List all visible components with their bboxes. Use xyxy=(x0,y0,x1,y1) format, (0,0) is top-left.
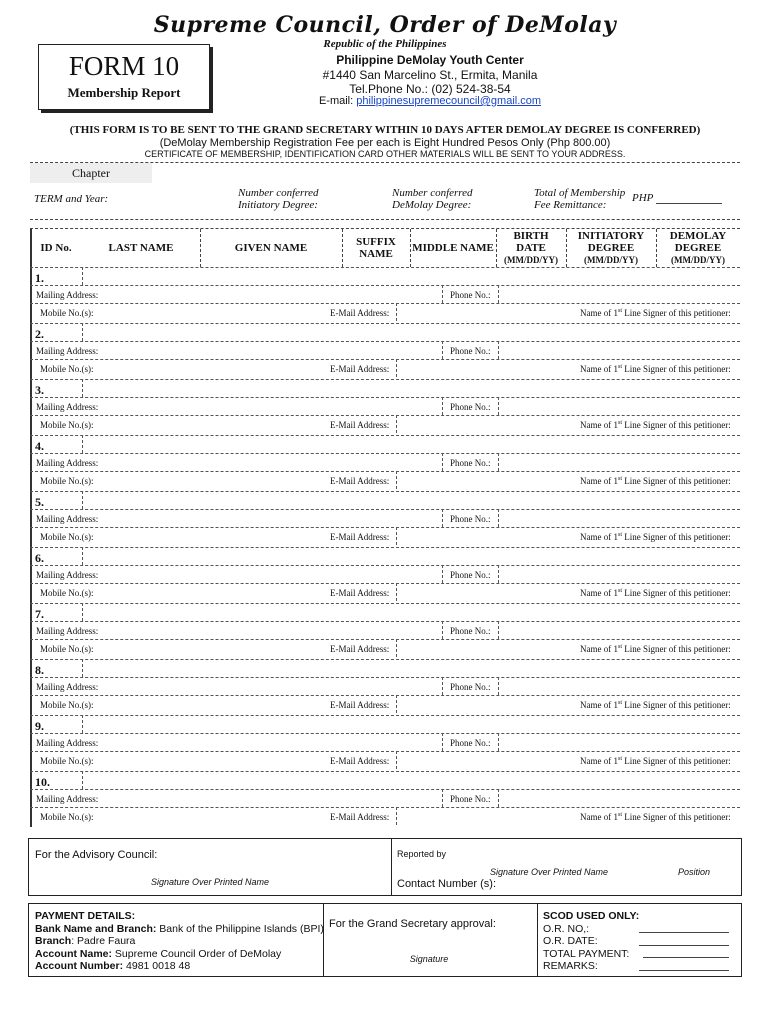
currency-label: PHP xyxy=(632,192,654,204)
payment-divider-2 xyxy=(537,904,538,976)
mobile-label: Mobile No.(s): xyxy=(40,476,94,486)
line-signer-label xyxy=(580,532,731,542)
phone-label: Phone No.: xyxy=(450,682,491,692)
phone-field[interactable] xyxy=(500,342,738,358)
row-divider xyxy=(442,565,443,583)
branch-label: Branch xyxy=(35,935,72,947)
line-signer-label xyxy=(580,420,731,430)
payment-details xyxy=(35,910,324,973)
header-birth-line3: (MM/DD/YY) xyxy=(504,255,558,265)
header-suffix-line1: SUFFIX xyxy=(356,236,396,248)
row-divider xyxy=(396,807,397,825)
mailing-address-label: Mailing Address: xyxy=(36,514,99,524)
member-name-field[interactable] xyxy=(83,436,739,452)
signer-sup: st xyxy=(618,532,623,538)
header-dem-line2: DEGREE xyxy=(674,242,722,254)
scod-title: SCOD USED ONLY: xyxy=(543,910,640,922)
demolay-count-label xyxy=(392,187,473,211)
email-field[interactable] xyxy=(398,640,578,656)
or-number-field[interactable] xyxy=(639,932,729,933)
signer-sup: st xyxy=(618,476,623,482)
mailing-address-field[interactable] xyxy=(120,790,440,806)
email-address-label: E-Mail Address: xyxy=(330,644,390,654)
fee-label xyxy=(534,187,625,211)
email-field[interactable] xyxy=(398,696,578,712)
mobile-label: Mobile No.(s): xyxy=(40,588,94,598)
header-init-line3: (MM/DD/YY) xyxy=(584,255,638,265)
member-name-field[interactable] xyxy=(83,772,739,788)
signer-sup: st xyxy=(618,812,623,818)
mobile-label: Mobile No.(s): xyxy=(40,644,94,654)
table-row xyxy=(30,379,740,435)
table-row xyxy=(30,715,740,771)
row-divider xyxy=(442,621,443,639)
header-suffix xyxy=(342,229,410,267)
row-divider xyxy=(396,695,397,713)
phone-field[interactable] xyxy=(500,790,738,806)
signer-sup: st xyxy=(618,308,623,314)
mobile-label: Mobile No.(s): xyxy=(40,308,94,318)
or-date-label: O.R. DATE: xyxy=(543,935,598,947)
row-divider xyxy=(442,285,443,303)
header-suffix-line2: NAME xyxy=(359,248,393,260)
header-middle-name: MIDDLE NAME xyxy=(412,242,494,254)
signer-suffix: Line Signer of this petitioner: xyxy=(622,532,731,542)
initiatory-label-line2: Initiatory Degree: xyxy=(238,199,318,211)
member-name-field[interactable] xyxy=(83,548,739,564)
notice-deadline: (THIS FORM IS TO BE SENT TO THE GRAND SECRETARY WITHIN 10 DAYS AFTER DEMOLAY DEGREE IS CONFERRED) xyxy=(69,124,701,136)
notice-certificate: CERTIFICATE OF MEMBERSHIP, IDENTIFICATION CARD OTHER MATERIALS WILL BE SENT TO YOUR ADDRESS. xyxy=(144,149,626,159)
email-address-label: E-Mail Address: xyxy=(330,700,390,710)
row-divider xyxy=(442,453,443,471)
signer-sup: st xyxy=(618,644,623,650)
header-birth-date xyxy=(496,229,566,267)
email-field[interactable] xyxy=(398,528,578,544)
row-divider xyxy=(442,789,443,807)
signer-sup: st xyxy=(618,756,623,762)
row-number: 2. xyxy=(35,327,44,341)
table-row xyxy=(30,435,740,491)
signer-suffix: Line Signer of this petitioner: xyxy=(622,700,731,710)
email-address-label: E-Mail Address: xyxy=(330,588,390,598)
header-init-line2: DEGREE xyxy=(587,242,635,254)
advisory-divider xyxy=(391,839,392,895)
mobile-label: Mobile No.(s): xyxy=(40,812,94,822)
row-number: 9. xyxy=(35,719,44,733)
email-address-label: E-Mail Address: xyxy=(330,812,390,822)
account-number-value: 4981 0018 48 xyxy=(123,960,191,972)
advisory-label: For the Advisory Council: xyxy=(35,849,158,861)
mailing-address-label: Mailing Address: xyxy=(36,458,99,468)
email-address-label: E-Mail Address: xyxy=(330,308,390,318)
row-divider xyxy=(396,639,397,657)
row-divider xyxy=(396,583,397,601)
email-field[interactable] xyxy=(398,584,578,600)
chapter-section xyxy=(30,162,740,220)
chapter-label: Chapter xyxy=(30,163,152,183)
mobile-label: Mobile No.(s): xyxy=(40,532,94,542)
email-field[interactable] xyxy=(398,472,578,488)
email-field[interactable] xyxy=(398,752,578,768)
mailing-address-label: Mailing Address: xyxy=(36,738,99,748)
mailing-address-field[interactable] xyxy=(120,678,440,694)
table-row xyxy=(30,771,740,827)
member-name-field[interactable] xyxy=(83,716,739,732)
mobile-field[interactable] xyxy=(120,808,320,824)
row-number: 8. xyxy=(35,663,44,677)
mobile-field[interactable] xyxy=(120,752,320,768)
email-label: E-mail: xyxy=(318,95,357,107)
advisory-section xyxy=(28,838,742,896)
row-divider xyxy=(498,453,499,471)
row-divider xyxy=(498,285,499,303)
mobile-field[interactable] xyxy=(120,640,320,656)
signer-suffix: Line Signer of this petitioner: xyxy=(622,644,731,654)
row-divider xyxy=(396,415,397,433)
signer-sup: st xyxy=(618,364,623,370)
mailing-address-label: Mailing Address: xyxy=(36,682,99,692)
line-signer-label xyxy=(580,700,731,710)
header-initiatory-degree xyxy=(566,229,656,267)
email-address-label: E-Mail Address: xyxy=(330,532,390,542)
mobile-field[interactable] xyxy=(120,304,320,320)
header-dem-line3: (MM/DD/YY) xyxy=(671,255,725,265)
email-field[interactable] xyxy=(398,304,578,320)
row-divider xyxy=(442,733,443,751)
row-divider xyxy=(442,397,443,415)
header-given-name: GIVEN NAME xyxy=(234,242,308,254)
remarks-label: REMARKS: xyxy=(543,960,598,972)
payment-divider-1 xyxy=(323,904,324,976)
signer-suffix: Line Signer of this petitioner: xyxy=(622,476,731,486)
signer-prefix: Name of 1 xyxy=(580,476,618,486)
phone-label: Phone No.: xyxy=(450,514,491,524)
member-name-field[interactable] xyxy=(83,604,739,620)
account-name-label: Account Name: xyxy=(35,947,113,960)
line-signer-label xyxy=(580,644,731,654)
contact-number-label: Contact Number (s): xyxy=(397,878,497,890)
line-signer-label xyxy=(580,476,731,486)
header-birth-line1: BIRTH xyxy=(513,230,549,242)
reported-signature-label: Signature Over Printed Name xyxy=(489,867,609,877)
term-label: TERM and Year: xyxy=(34,193,109,205)
signer-suffix: Line Signer of this petitioner: xyxy=(622,588,731,598)
mobile-field[interactable] xyxy=(120,584,320,600)
signer-suffix: Line Signer of this petitioner: xyxy=(622,420,731,430)
member-name-field[interactable] xyxy=(83,324,739,340)
row-number: 10. xyxy=(35,775,50,789)
signer-prefix: Name of 1 xyxy=(580,364,618,374)
mailing-address-label: Mailing Address: xyxy=(36,570,99,580)
mailing-address-label: Mailing Address: xyxy=(36,290,99,300)
mobile-label: Mobile No.(s): xyxy=(40,364,94,374)
payment-bank xyxy=(35,923,324,936)
bank-label: Bank Name and Branch: xyxy=(35,922,157,935)
email-field[interactable] xyxy=(398,808,578,824)
mailing-address-label: Mailing Address: xyxy=(36,346,99,356)
phone-label: Phone No.: xyxy=(450,738,491,748)
row-divider xyxy=(442,341,443,359)
mailing-address-field[interactable] xyxy=(120,398,440,414)
total-payment-label: TOTAL PAYMENT: xyxy=(543,947,630,960)
form-id-box xyxy=(38,44,210,110)
or-number-row xyxy=(543,923,733,936)
line-signer-label xyxy=(580,756,731,766)
row-number: 1. xyxy=(35,271,44,285)
payment-account-name xyxy=(35,948,324,961)
signer-prefix: Name of 1 xyxy=(580,420,618,430)
mailing-address-label: Mailing Address: xyxy=(36,626,99,636)
payment-title: PAYMENT DETAILS: xyxy=(35,910,136,922)
header-last-name: LAST NAME xyxy=(108,242,174,254)
mobile-label: Mobile No.(s): xyxy=(40,420,94,430)
row-divider xyxy=(396,527,397,545)
email-link[interactable]: philippinesupremecouncil@gmail.com xyxy=(356,95,542,107)
chapter-field[interactable] xyxy=(154,164,740,182)
form-number: FORM 10 xyxy=(68,51,180,81)
email-address-label: E-Mail Address: xyxy=(330,420,390,430)
header-id: ID No. xyxy=(40,242,72,254)
signer-suffix: Line Signer of this petitioner: xyxy=(622,812,731,822)
form-name: Membership Report xyxy=(67,85,181,100)
email-address-label: E-Mail Address: xyxy=(330,476,390,486)
signer-sup: st xyxy=(618,700,623,706)
phone-label: Phone No.: xyxy=(450,290,491,300)
member-name-field[interactable] xyxy=(83,380,739,396)
signer-prefix: Name of 1 xyxy=(580,812,618,822)
email-address-label: E-Mail Address: xyxy=(330,756,390,766)
fee-label-line2: Fee Remittance: xyxy=(534,199,607,211)
table-row xyxy=(30,267,740,323)
signer-prefix: Name of 1 xyxy=(580,700,618,710)
phone-field[interactable] xyxy=(500,678,738,694)
remarks-row xyxy=(543,960,733,973)
account-number-label: Account Number: xyxy=(35,960,124,972)
payment-account-number xyxy=(35,960,324,973)
bank-value: Bank of the Philippine Islands (BPI) xyxy=(156,922,324,935)
row-divider xyxy=(396,303,397,321)
signer-sup: st xyxy=(618,588,623,594)
row-divider xyxy=(498,397,499,415)
approval-signature-label: Signature xyxy=(409,954,449,964)
demolay-label-line2: DeMolay Degree: xyxy=(392,199,472,211)
account-name-value: Supreme Council Order of DeMolay xyxy=(112,947,282,960)
member-name-field[interactable] xyxy=(83,268,739,284)
member-name-field[interactable] xyxy=(83,660,739,676)
phone-label: Phone No.: xyxy=(450,458,491,468)
payment-branch xyxy=(35,935,324,948)
table-row xyxy=(30,323,740,379)
table-row xyxy=(30,547,740,603)
member-name-field[interactable] xyxy=(83,492,739,508)
mobile-field[interactable] xyxy=(120,416,320,432)
org-name: Philippine DeMolay Youth Center xyxy=(336,53,524,67)
notice-fee: (DeMolay Membership Registration Fee per each is Eight Hundred Pesos Only (Php 800.00) xyxy=(159,137,611,149)
mobile-field[interactable] xyxy=(120,472,320,488)
position-label: Position xyxy=(677,867,711,877)
mobile-field[interactable] xyxy=(120,528,320,544)
row-divider xyxy=(396,359,397,377)
phone-label: Phone No.: xyxy=(450,346,491,356)
email-address-label: E-Mail Address: xyxy=(330,364,390,374)
header-demolay-degree xyxy=(656,229,740,267)
fee-amount-field[interactable] xyxy=(656,203,722,204)
remarks-field[interactable] xyxy=(639,970,729,971)
demolay-label-line1: Number conferred xyxy=(392,187,473,199)
row-divider xyxy=(498,789,499,807)
advisory-signature-label: Signature Over Printed Name xyxy=(150,877,270,887)
mailing-address-field[interactable] xyxy=(120,454,440,470)
email-field[interactable] xyxy=(398,416,578,432)
signer-prefix: Name of 1 xyxy=(580,308,618,318)
initiatory-count-label xyxy=(238,187,319,211)
member-rows xyxy=(30,267,740,827)
signer-prefix: Name of 1 xyxy=(580,644,618,654)
phone-field[interactable] xyxy=(500,734,738,750)
table-row xyxy=(30,603,740,659)
phone-field[interactable] xyxy=(500,286,738,302)
phone-field[interactable] xyxy=(500,510,738,526)
mailing-address-field[interactable] xyxy=(120,510,440,526)
row-divider xyxy=(498,677,499,695)
fee-label-line1: Total of Membership xyxy=(534,187,626,199)
table-row xyxy=(30,659,740,715)
signer-suffix: Line Signer of this petitioner: xyxy=(622,364,731,374)
mailing-address-field[interactable] xyxy=(120,734,440,750)
org-email-line xyxy=(230,95,630,107)
org-address: #1440 San Marcelino St., Ermita, Manila xyxy=(322,68,538,82)
line-signer-label xyxy=(580,364,731,374)
phone-label: Phone No.: xyxy=(450,626,491,636)
row-divider xyxy=(396,471,397,489)
mailing-address-field[interactable] xyxy=(120,566,440,582)
reported-by-label: Reported by xyxy=(397,849,447,859)
approval-label: For the Grand Secretary approval: xyxy=(329,918,496,930)
phone-label: Phone No.: xyxy=(450,570,491,580)
row-divider xyxy=(442,677,443,695)
mailing-address-label: Mailing Address: xyxy=(36,402,99,412)
row-divider xyxy=(498,565,499,583)
line-signer-label xyxy=(580,812,731,822)
row-number: 7. xyxy=(35,607,44,621)
line-signer-label xyxy=(580,588,731,598)
header-init-line1: INITIATORY xyxy=(577,230,645,242)
council-title: Supreme Council, Order of DeMolay xyxy=(153,12,617,38)
mailing-address-field[interactable] xyxy=(120,342,440,358)
row-divider xyxy=(498,621,499,639)
phone-field[interactable] xyxy=(500,454,738,470)
line-signer-label xyxy=(580,308,731,318)
email-field[interactable] xyxy=(398,360,578,376)
phone-label: Phone No.: xyxy=(450,402,491,412)
or-date-field[interactable] xyxy=(639,945,729,946)
mailing-address-label: Mailing Address: xyxy=(36,794,99,804)
mobile-field[interactable] xyxy=(120,360,320,376)
signer-prefix: Name of 1 xyxy=(580,588,618,598)
scod-section xyxy=(543,910,733,973)
row-divider xyxy=(498,733,499,751)
mailing-address-field[interactable] xyxy=(120,622,440,638)
mobile-label: Mobile No.(s): xyxy=(40,700,94,710)
branch-value: : Padre Faura xyxy=(71,935,136,947)
phone-field[interactable] xyxy=(500,566,738,582)
row-number: 5. xyxy=(35,495,44,509)
header-dem-line1: DEMOLAY xyxy=(669,230,727,242)
membership-table xyxy=(30,228,740,827)
initiatory-label-line1: Number conferred xyxy=(238,187,319,199)
row-divider xyxy=(396,751,397,769)
row-number: 4. xyxy=(35,439,44,453)
mobile-field[interactable] xyxy=(120,696,320,712)
org-phone: Tel.Phone No.: (02) 524-38-54 xyxy=(349,82,511,96)
phone-field[interactable] xyxy=(500,622,738,638)
total-payment-field[interactable] xyxy=(643,957,729,958)
signer-sup: st xyxy=(618,420,623,426)
phone-field[interactable] xyxy=(500,398,738,414)
row-number: 6. xyxy=(35,551,44,565)
phone-label: Phone No.: xyxy=(450,794,491,804)
row-divider xyxy=(498,509,499,527)
or-date-row xyxy=(543,935,733,948)
total-payment-row xyxy=(543,948,733,961)
republic-subtitle: Republic of the Philippines xyxy=(323,38,447,50)
payment-section xyxy=(28,903,742,977)
header-birth-line2: DATE xyxy=(516,242,546,254)
signer-prefix: Name of 1 xyxy=(580,756,618,766)
row-divider xyxy=(442,509,443,527)
signer-prefix: Name of 1 xyxy=(580,532,618,542)
row-divider xyxy=(498,341,499,359)
mobile-label: Mobile No.(s): xyxy=(40,756,94,766)
or-number-label: O.R. NO,: xyxy=(543,922,590,935)
table-row xyxy=(30,491,740,547)
signer-suffix: Line Signer of this petitioner: xyxy=(622,756,731,766)
row-number: 3. xyxy=(35,383,44,397)
signer-suffix: Line Signer of this petitioner: xyxy=(622,308,731,318)
mailing-address-field[interactable] xyxy=(120,286,440,302)
